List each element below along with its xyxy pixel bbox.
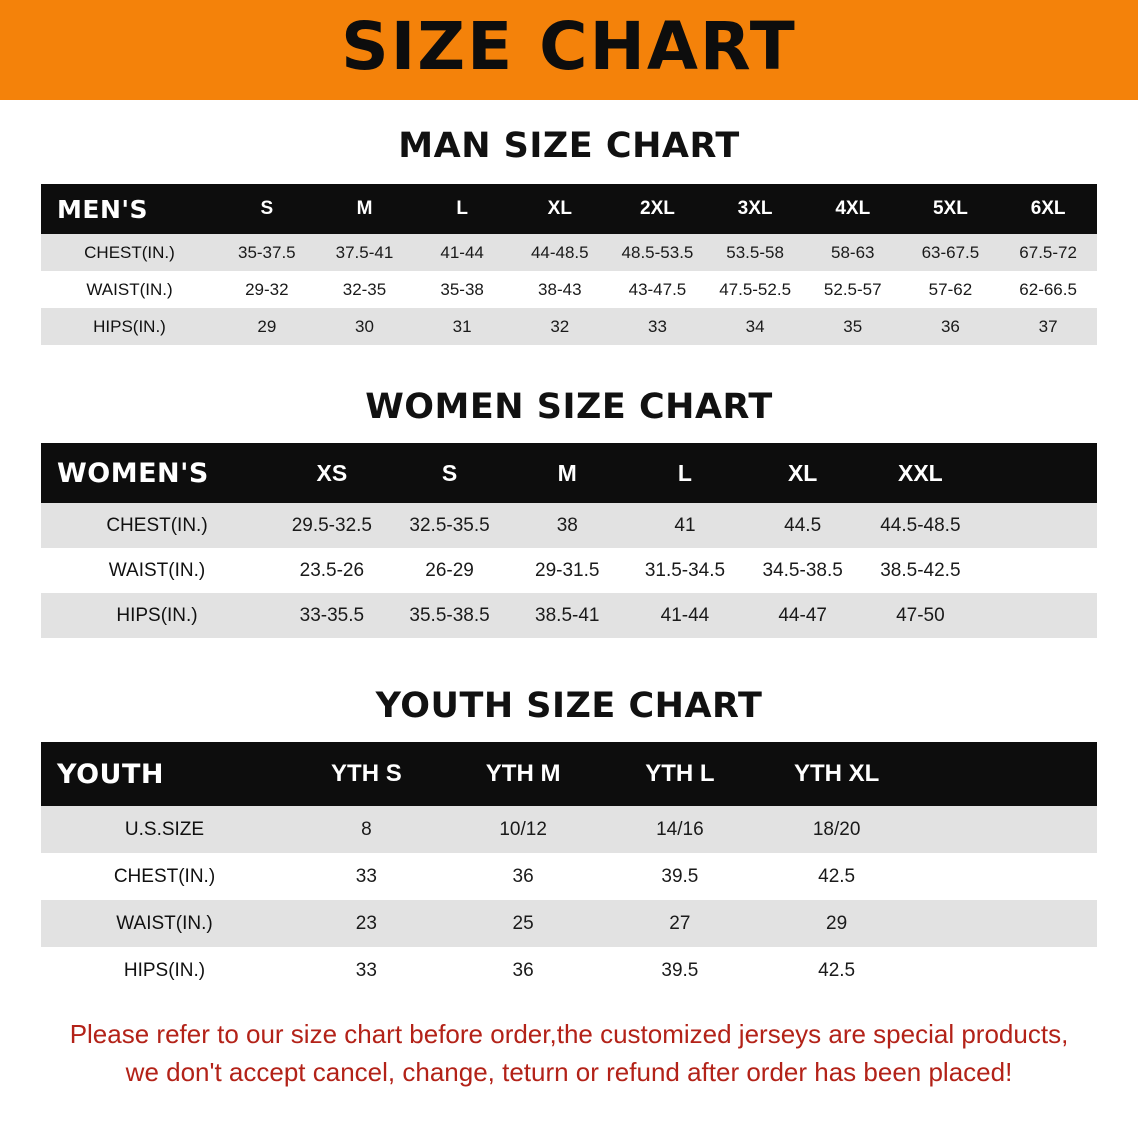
youth-row-2-spacer [915,900,1097,947]
table-row [41,593,1097,638]
youth-row-2-cell-1: 25 [512,912,534,934]
man-row-1-label: WAIST(IN.) [86,279,173,299]
man-row-0-cell-3: 44-48.5 [530,242,589,262]
women-row-1-cell-4: 34.5-38.5 [762,559,843,581]
women-header-col-2: M [557,459,577,486]
youth-header-col-0: YTH S [331,760,402,787]
women-row-2-cell-4: 44-47 [778,604,827,626]
youth-row-3-cell-1: 36 [512,959,534,981]
man-header-col-0: S [260,198,274,219]
man-row-2-label: HIPS(IN.) [93,316,166,336]
women-row-2-cell-5: 47-50 [896,604,945,626]
youth-row-1-cell-2: 39.5 [661,865,699,887]
disclaimer-line-2: we don't accept cancel, change, teturn or refund after order has been placed! [125,1056,1013,1087]
man-header-corner: MEN'S [57,194,149,224]
table-row [41,271,1097,308]
women-row-2-cell-2: 38.5-41 [535,604,600,626]
women-row-0-cell-1: 32.5-35.5 [409,514,490,536]
youth-section-heading: YOUTH SIZE CHART [375,686,763,726]
man-row-1-cell-6: 52.5-57 [823,279,882,299]
women-header-row [41,443,1097,503]
man-row-0-cell-6: 58-63 [831,242,875,262]
man-row-0-cell-2: 41-44 [440,242,484,262]
youth-row-0-cell-1: 10/12 [499,818,547,840]
youth-row-1-cell-3: 42.5 [818,865,856,887]
man-row-1-cell-4: 43-47.5 [628,279,687,299]
table-row [41,308,1097,345]
man-row-0-cell-5: 53.5-58 [726,242,784,262]
table-row [41,548,1097,593]
man-row-1-cell-1: 32-35 [342,279,387,299]
table-row [41,503,1097,548]
table-row [41,806,1097,853]
women-header-col-5: XXL [898,459,943,486]
man-row-2-cell-1: 30 [355,316,374,336]
youth-table-wrapper [41,742,1097,994]
youth-row-0-label: U.S.SIZE [124,818,205,840]
women-header-col-4: XL [787,459,818,486]
youth-row-2-label: WAIST(IN.) [116,912,213,934]
man-row-0-cell-0: 35-37.5 [237,242,296,262]
women-size-table [41,443,1097,638]
man-header-col-4: 2XL [640,198,675,219]
table-row [41,947,1097,994]
youth-row-3-spacer [915,947,1097,994]
man-section-heading: MAN SIZE CHART [398,126,740,166]
women-row-1-cell-1: 26-29 [425,559,474,581]
women-table-body [41,503,1097,638]
youth-header-col-2: YTH L [645,760,715,787]
man-header-row [41,184,1097,234]
man-row-0-cell-4: 48.5-53.5 [621,242,694,262]
youth-row-3-cell-3: 42.5 [818,959,856,981]
women-header-col-1: S [441,459,458,486]
page-title: SIZE CHART [341,8,797,85]
table-row [41,853,1097,900]
women-header-corner: WOMEN'S [57,457,209,489]
youth-row-1-cell-1: 36 [512,865,534,887]
man-header-col-7: 5XL [932,198,968,219]
youth-row-2-cell-0: 23 [355,912,377,934]
man-row-2-cell-7: 36 [940,316,960,336]
women-row-1-label: WAIST(IN.) [108,559,206,581]
women-row-0-label: CHEST(IN.) [106,514,208,536]
page-banner [0,0,1138,100]
man-row-1-cell-3: 38-43 [538,279,582,299]
man-row-0-label: CHEST(IN.) [84,242,175,262]
youth-row-1-cell-0: 33 [355,865,377,887]
man-table-body [41,234,1097,345]
youth-row-0-cell-2: 14/16 [656,818,704,840]
women-row-2-label: HIPS(IN.) [116,604,198,626]
youth-header-corner: YOUTH [57,758,164,790]
table-row [41,900,1097,947]
youth-row-3-label: HIPS(IN.) [123,959,206,981]
man-row-2-cell-2: 31 [452,316,472,336]
size-chart-disclaimer [34,1016,1104,1091]
youth-row-2-cell-2: 27 [669,912,691,934]
man-row-2-cell-5: 34 [745,316,765,336]
youth-header-row [41,742,1097,806]
women-row-2-cell-3: 41-44 [660,604,710,626]
man-row-0-cell-1: 37.5-41 [335,242,394,262]
man-row-1-cell-8: 62-66.5 [1019,279,1077,299]
women-row-0-cell-0: 29.5-32.5 [291,514,372,536]
man-row-1-cell-7: 57-62 [928,279,973,299]
youth-row-0-spacer [915,806,1097,853]
women-row-1-cell-3: 31.5-34.5 [644,559,726,581]
man-header-col-5: 3XL [737,198,773,219]
youth-header-spacer [915,742,1097,806]
man-row-2-cell-0: 29 [257,316,277,336]
disclaimer-line-1: Please refer to our size chart before order,the customized jerseys are special products, [69,1019,1069,1049]
man-row-2-cell-8: 37 [1038,316,1058,336]
man-row-1-cell-5: 47.5-52.5 [719,279,792,299]
youth-size-table [41,742,1097,994]
youth-row-2-cell-3: 29 [826,912,848,934]
youth-row-1-spacer [915,853,1097,900]
women-row-0-cell-4: 44.5 [784,514,822,536]
youth-row-3-cell-0: 33 [355,959,377,981]
youth-table-head [41,742,1097,806]
youth-row-3-cell-2: 39.5 [661,959,699,981]
man-row-1-cell-0: 29-32 [245,279,289,299]
women-row-1-cell-2: 29-31.5 [535,559,600,581]
man-row-2-cell-6: 35 [843,316,863,336]
women-table-wrapper [41,443,1097,638]
women-table-head [41,443,1097,503]
women-header-spacer [979,443,1097,503]
youth-row-1-label: CHEST(IN.) [113,865,216,887]
women-row-0-spacer [979,503,1097,548]
man-header-col-2: L [456,198,468,219]
man-row-2-cell-4: 33 [647,316,667,336]
man-header-col-6: 4XL [835,198,871,219]
women-row-0-cell-5: 44.5-48.5 [880,514,961,536]
youth-row-0-cell-3: 18/20 [812,818,861,840]
man-row-0-cell-8: 67.5-72 [1019,242,1077,262]
women-row-1-spacer [979,548,1097,593]
women-row-1-cell-5: 38.5-42.5 [880,559,961,581]
man-row-0-cell-7: 63-67.5 [921,242,980,262]
youth-table-body [41,806,1097,994]
man-header-col-8: 6XL [1030,198,1066,219]
women-row-0-cell-2: 38 [556,514,578,536]
women-row-2-cell-0: 33-35.5 [299,604,365,626]
women-row-2-cell-1: 35.5-38.5 [409,604,490,626]
women-row-0-cell-3: 41 [674,514,696,536]
women-section-heading: WOMEN SIZE CHART [365,387,773,427]
youth-header-col-3: YTH XL [793,760,880,787]
youth-row-0-cell-0: 8 [361,818,372,840]
man-table-wrapper [41,184,1097,345]
women-header-col-0: XS [316,459,348,486]
women-header-col-3: L [677,459,692,486]
women-row-1-cell-0: 23.5-26 [299,559,365,581]
man-size-table [41,184,1097,345]
man-table-head [41,184,1097,234]
man-row-1-cell-2: 35-38 [440,279,484,299]
man-header-col-1: M [356,198,373,219]
youth-header-col-1: YTH M [485,760,561,787]
man-header-col-3: XL [547,198,572,219]
table-row [41,234,1097,271]
women-row-2-spacer [979,593,1097,638]
man-row-2-cell-3: 32 [550,316,570,336]
